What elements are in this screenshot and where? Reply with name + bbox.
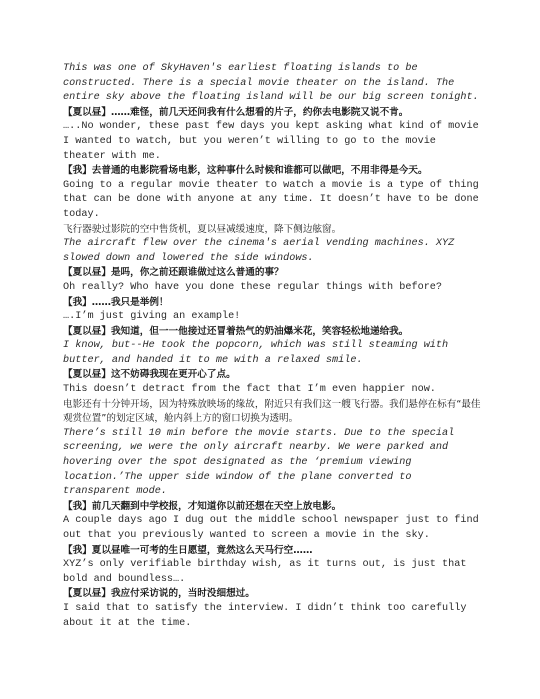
narration-en: The aircraft flew over the cinema's aerial vending machines. XYZ slowed down and lowered the side windows. xyxy=(63,238,455,264)
dialogue-en: XYZ’s only verifiable birthday wish, as it turns out, is just that bold and boundless…. xyxy=(63,559,467,585)
dialogue-cn: 【我】去普通的电影院看场电影，这种事什么时候和谁都可以做吧，不用非得是今天。 xyxy=(63,165,428,177)
dialogue-en: …..No wonder, these past few days you kept asking what kind of movie I wanted to watch, but you weren’t willing to go to the movie theater with me. xyxy=(63,121,479,162)
dialogue-en: I said that to satisfy the interview. I didn’t think too carefully about it at the time. xyxy=(63,602,467,629)
narration-cn: 电影还有十分钟开场，因为特殊放映场的缘故，附近只有我们这一艘飞行器。我们悬停在标有“最佳观赏位置”的划定区域，舱内斜上方的窗口切换为透明。 xyxy=(63,398,481,425)
dialogue-cn: 【我】前几天翻到中学校报，才知道你以前还想在天空上放电影。 xyxy=(63,500,342,512)
narration-cn: 飞行器驶过影院的空中售货机，夏以昼减缓速度，降下侧边舷窗。 xyxy=(63,223,342,235)
dialogue-en: This doesn’t detract from the fact that I’m even happier now. xyxy=(63,384,436,396)
narration-en: There’s still 10 min before the movie starts. Due to the special screening, we were the only aircraft nearby. We were parked and hovering over the spot designated as the ‘premium viewing location.’The upper side window of the plane converted to transparent mode. xyxy=(63,427,455,498)
dialogue-cn: 【夏以昼】……难怪，前几天还问我有什么想看的片子，约你去电影院又说不肯。 xyxy=(63,106,409,118)
narration-en: I know, but--He took the popcorn, which was still steaming with butter, and handed it to me with a relaxed smile. xyxy=(63,340,449,366)
dialogue-cn: 【夏以昼】我应付采访说的，当时没细想过。 xyxy=(63,588,255,600)
dialogue-en: Oh really? Who have you done these regular things with before? xyxy=(63,281,443,293)
narration-en: This was one of SkyHaven's earliest floating islands to be constructed. There is a special movie theater on the island. The entire sky above the floating island will be our big screen tonight. xyxy=(63,63,479,104)
dialogue-cn: 【我】……我只是举例！ xyxy=(63,296,169,308)
dialogue-cn: 【夏以昼】我知道，但一一他接过还冒着热气的奶油爆米花，笑容轻松地递给我。 xyxy=(63,325,409,337)
dialogue-cn: 【夏以昼】是吗，你之前还跟谁做过这么普通的事？ xyxy=(63,267,284,279)
dialogue-en: Going to a regular movie theater to watch a movie is a type of thing that can be done with anyone at any time. It doesn’t have to be done today. xyxy=(63,179,479,220)
dialogue-en: ….I’m just giving an example! xyxy=(63,311,241,323)
dialogue-cn: 【夏以昼】这不妨碍我现在更开心了点。 xyxy=(63,369,236,381)
dialogue-cn: 【我】夏以昼唯一可考的生日愿望，竟然这么天马行空…… xyxy=(63,544,313,556)
dialogue-en: A couple days ago I dug out the middle school newspaper just to find out that you previously wanted to screen a movie in the sky. xyxy=(63,515,479,541)
document-body xyxy=(63,62,483,631)
